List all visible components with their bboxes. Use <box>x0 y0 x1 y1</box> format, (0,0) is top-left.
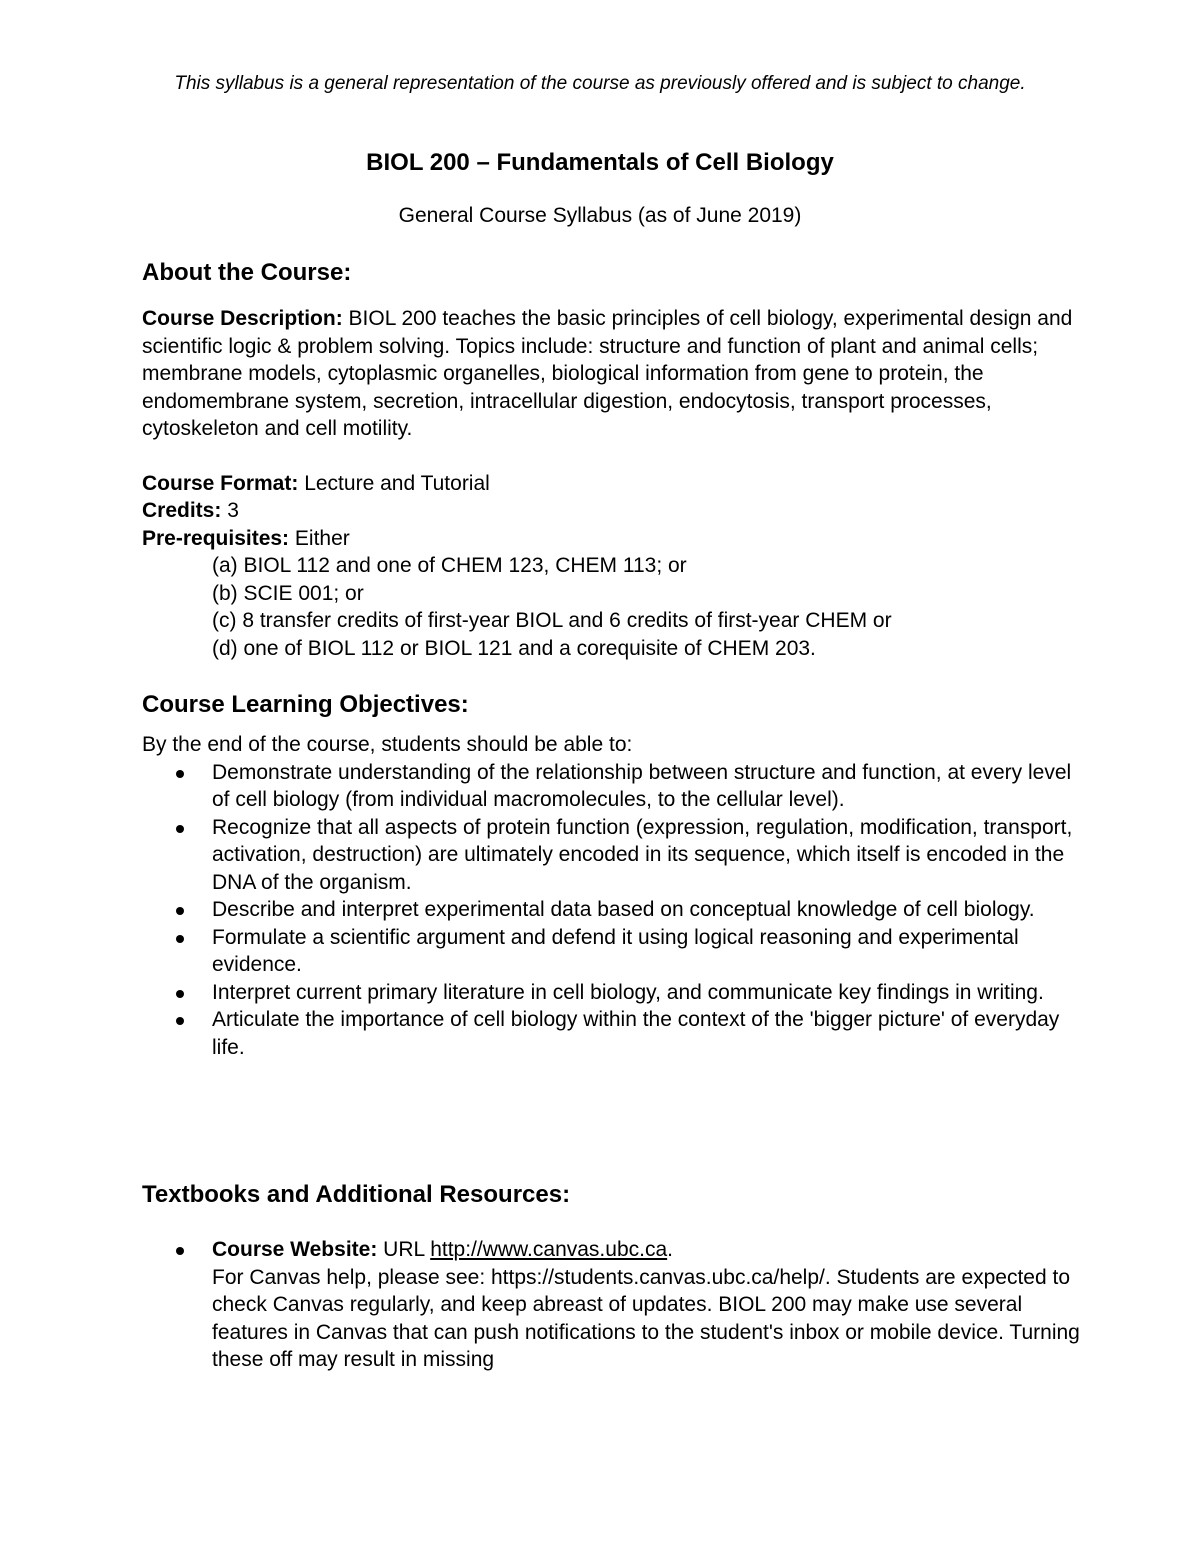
prerequisites <box>142 525 1082 553</box>
course-description <box>142 305 1082 443</box>
objectives-list <box>142 759 1082 1062</box>
bullet-icon <box>176 1247 184 1255</box>
objectives-heading: Course Learning Objectives: <box>142 691 469 718</box>
website-suffix: . <box>667 1238 673 1261</box>
prerequisite-item: (b) SCIE 001; or <box>212 581 364 605</box>
bullet-icon <box>176 907 184 915</box>
prerequisites-list <box>142 552 1082 662</box>
course-description-label: Course Description: <box>142 307 343 330</box>
credits <box>142 497 1082 525</box>
about-section <box>142 258 1082 662</box>
prerequisite-item: (c) 8 transfer credits of first-year BIOL and 6 credits of first-year CHEM or <box>212 609 892 632</box>
credits-value: 3 <box>227 499 239 522</box>
objective-item: Demonstrate understanding of the relationship between structure and function, at every level of cell biology (from individual macromolecules, to the cellular level). <box>142 759 1082 814</box>
objectives-intro: By the end of the course, students should be able to: <box>142 733 633 756</box>
resource-item-website <box>142 1236 1082 1374</box>
disclaimer: This syllabus is a general representation of the course as previously offered and is subject to change. <box>174 73 1026 94</box>
objective-item: Describe and interpret experimental data based on conceptual knowledge of cell biology. <box>142 896 1082 924</box>
course-format-label: Course Format: <box>142 471 299 495</box>
prerequisite-item: (a) BIOL 112 and one of CHEM 123, CHEM 113; or <box>212 554 687 577</box>
course-description-text: BIOL 200 teaches the basic principles of cell biology, experimental design and scientific logic & problem solving. Topics include: structure and function of plant and animal cells; membrane models, cytoplasmic organelles, biological information from gene to protein, the endomembrane system, secretion, intracellular digestion, endocytosis, transport processes, cytoskeleton and cell motility. <box>142 307 1073 440</box>
prerequisite-item: (d) one of BIOL 112 or BIOL 121 and a corequisite of CHEM 203. <box>212 636 816 660</box>
course-format <box>142 470 1082 498</box>
prerequisites-value: Either <box>294 526 350 550</box>
website-prefix: URL <box>383 1238 426 1261</box>
bullet-icon <box>176 990 184 998</box>
objective-item: Formulate a scientific argument and defend it using logical reasoning and experimental evidence. <box>142 924 1082 979</box>
website-description: For Canvas help, please see: https://students.canvas.ubc.ca/help/. Students are expected to check Canvas regularly, and keep abreast of updates. BIOL 200 may make use several features in Canvas that can push notifications to the student's inbox or mobile device. Turning these off may result in missing <box>212 1265 1080 1371</box>
about-heading: About the Course: <box>142 259 352 286</box>
objective-item: Interpret current primary literature in cell biology, and communicate key findings in writing. <box>142 979 1082 1007</box>
resources-list <box>142 1236 1082 1374</box>
bullet-icon <box>176 1017 184 1025</box>
bullet-icon <box>176 770 184 778</box>
bullet-icon <box>176 935 184 943</box>
resources-heading: Textbooks and Additional Resources: <box>142 1181 571 1208</box>
course-format-value: Lecture and Tutorial <box>304 471 490 495</box>
resources-section <box>142 1180 1082 1374</box>
page-title: BIOL 200 – Fundamentals of Cell Biology <box>366 149 834 176</box>
website-link[interactable]: http://www.canvas.ubc.ca <box>430 1238 668 1261</box>
credits-label: Credits: <box>142 499 222 522</box>
objective-item: Recognize that all aspects of protein function (expression, regulation, modification, transport, activation, destruction) are ultimately encoded in its sequence, which itself is encoded in the DNA of the organism. <box>142 814 1082 897</box>
objective-item: Articulate the importance of cell biology within the context of the 'bigger picture' of everyday life. <box>142 1006 1082 1061</box>
page-subtitle: General Course Syllabus (as of June 2019) <box>398 204 802 227</box>
bullet-icon <box>176 825 184 833</box>
objectives-section <box>142 690 1082 1061</box>
website-label: Course Website: <box>212 1238 378 1261</box>
prerequisites-label: Pre-requisites: <box>142 526 290 550</box>
